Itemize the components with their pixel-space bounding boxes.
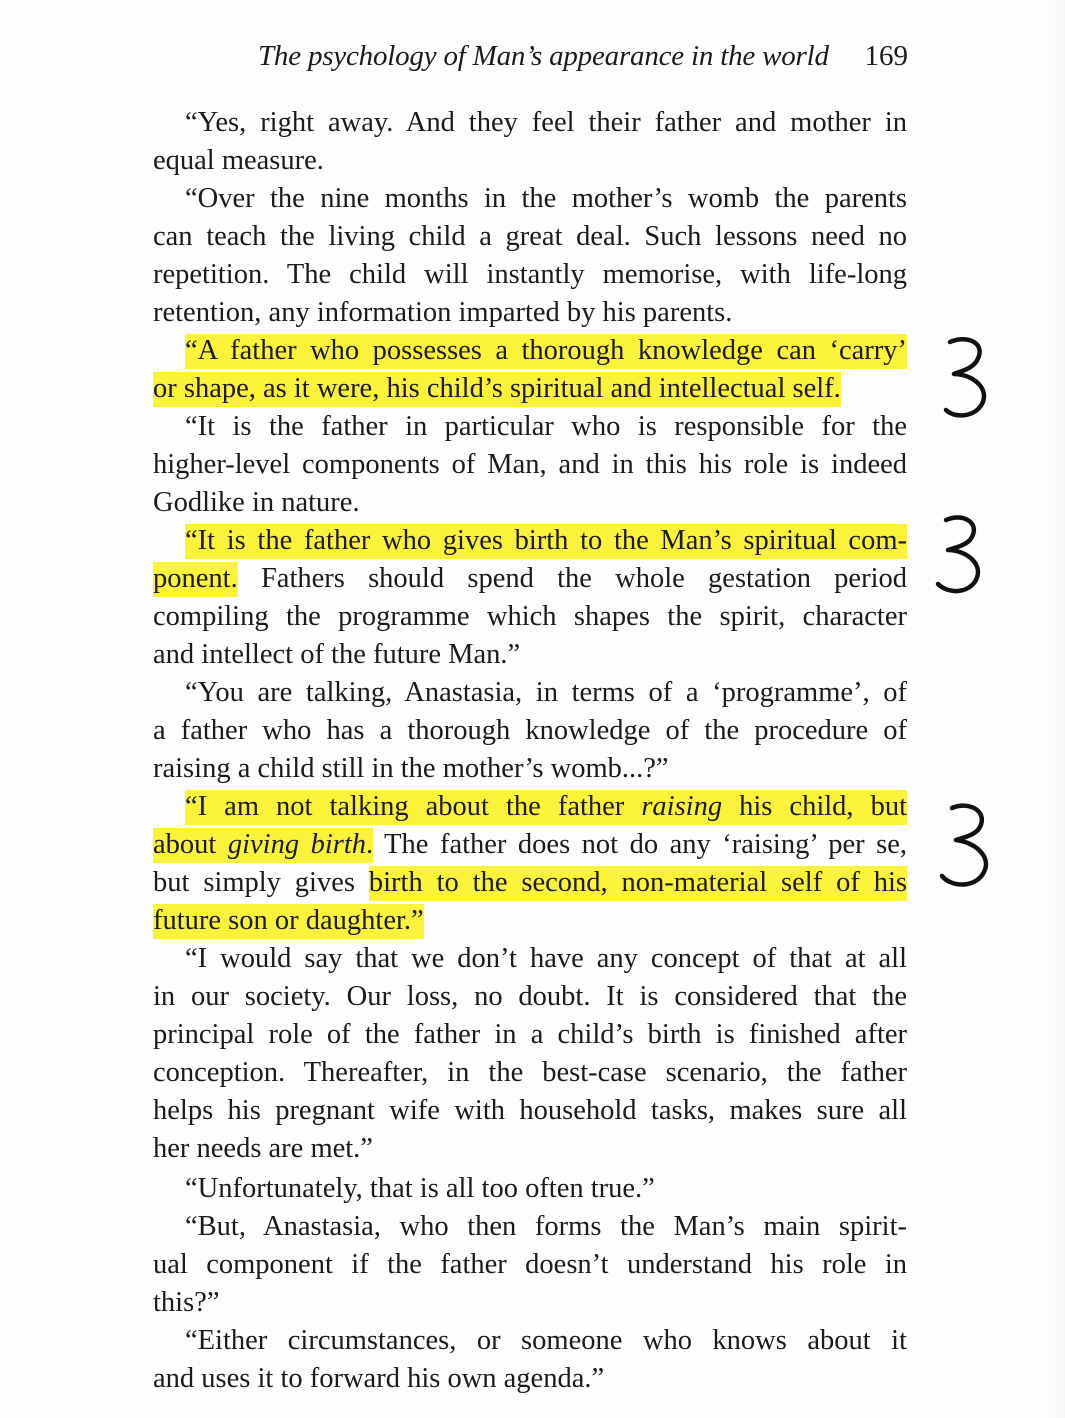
scan-edge bbox=[1035, 0, 1065, 1418]
highlight: future son or daughter.” bbox=[153, 904, 424, 939]
text-line: compiling the programme which shapes the spirit, character bbox=[153, 601, 907, 632]
text-line: “Yes, right away. And they feel their father and mother in bbox=[185, 107, 907, 138]
page-number: 169 bbox=[864, 40, 908, 72]
text-line: “Either circumstances, or someone who knows about it bbox=[185, 1325, 907, 1356]
text-line: but simply gives birth to the second, non-material self of his bbox=[153, 864, 907, 902]
highlight: about giving birth. bbox=[153, 828, 373, 863]
text-line: can teach the living child a great deal. Such lessons need no bbox=[153, 221, 907, 252]
highlight: birth to the second, non-material self of his bbox=[369, 866, 907, 901]
highlighted-line bbox=[185, 522, 907, 560]
text-line: “I would say that we don’t have any concept of that at all bbox=[185, 943, 907, 974]
handwritten-mark-2 bbox=[932, 510, 992, 600]
highlighted-line bbox=[185, 332, 907, 370]
text-line: this?” bbox=[153, 1287, 220, 1318]
highlight: “It is the father who gives birth to the Man’s spiritual com- bbox=[185, 524, 907, 559]
highlighted-line bbox=[185, 788, 907, 826]
text-line: equal measure. bbox=[153, 145, 324, 176]
highlighted-line bbox=[153, 370, 907, 408]
text-line: helps his pregnant wife with household tasks, makes sure all bbox=[153, 1095, 907, 1126]
text-line: repetition. The child will instantly memorise, with life-long bbox=[153, 259, 907, 290]
svg-text:3: 3 bbox=[932, 510, 933, 511]
text-line: Godlike in nature. bbox=[153, 487, 360, 518]
handwritten-mark-1 bbox=[938, 332, 998, 422]
highlighted-line bbox=[153, 902, 907, 940]
highlight: or shape, as it were, his child’s spiritual and intellectual self. bbox=[153, 372, 841, 407]
page-header bbox=[258, 40, 908, 80]
text-line: principal role of the father in a child’s birth is finished after bbox=[153, 1019, 907, 1050]
text-line: ponent. Fathers should spend the whole gestation period bbox=[153, 560, 907, 598]
text-line: and uses it to forward his own agenda.” bbox=[153, 1363, 605, 1394]
highlight: ponent. bbox=[153, 562, 238, 597]
svg-text:3: 3 bbox=[938, 332, 939, 333]
highlight: “I am not talking about the father raising his child, but bbox=[185, 790, 907, 825]
text-line: and intellect of the future Man.” bbox=[153, 639, 521, 670]
text-line: higher-level components of Man, and in this his role is indeed bbox=[153, 449, 907, 480]
text-line: “Unfortunately, that is all too often true.” bbox=[185, 1173, 655, 1204]
text-line: “You are talking, Anastasia, in terms of a ‘programme’, of bbox=[185, 677, 907, 708]
text-line: conception. Thereafter, in the best-case scenario, the father bbox=[153, 1057, 907, 1088]
text-line: ual component if the father doesn’t understand his role in bbox=[153, 1249, 907, 1280]
text-line: in our society. Our loss, no doubt. It is considered that the bbox=[153, 981, 907, 1012]
text-line: raising a child still in the mother’s womb...?” bbox=[153, 753, 669, 784]
text-line: retention, any information imparted by his parents. bbox=[153, 297, 733, 328]
text-line: her needs are met.” bbox=[153, 1133, 373, 1164]
text-line: a father who has a thorough knowledge of the procedure of bbox=[153, 715, 907, 746]
text-line: “Over the nine months in the mother’s womb the parents bbox=[185, 183, 907, 214]
text-line: “But, Anastasia, who then forms the Man’s main spirit- bbox=[185, 1211, 907, 1242]
svg-text:3: 3 bbox=[938, 800, 939, 801]
handwritten-mark-3 bbox=[938, 800, 998, 890]
text-line: about giving birth. The father does not do any ‘raising’ per se, bbox=[153, 826, 907, 864]
text-line: “It is the father in particular who is responsible for the bbox=[185, 411, 907, 442]
running-head: The psychology of Man’s appearance in the world bbox=[258, 40, 829, 72]
highlight: “A father who possesses a thorough knowledge can ‘carry’ bbox=[185, 334, 907, 369]
